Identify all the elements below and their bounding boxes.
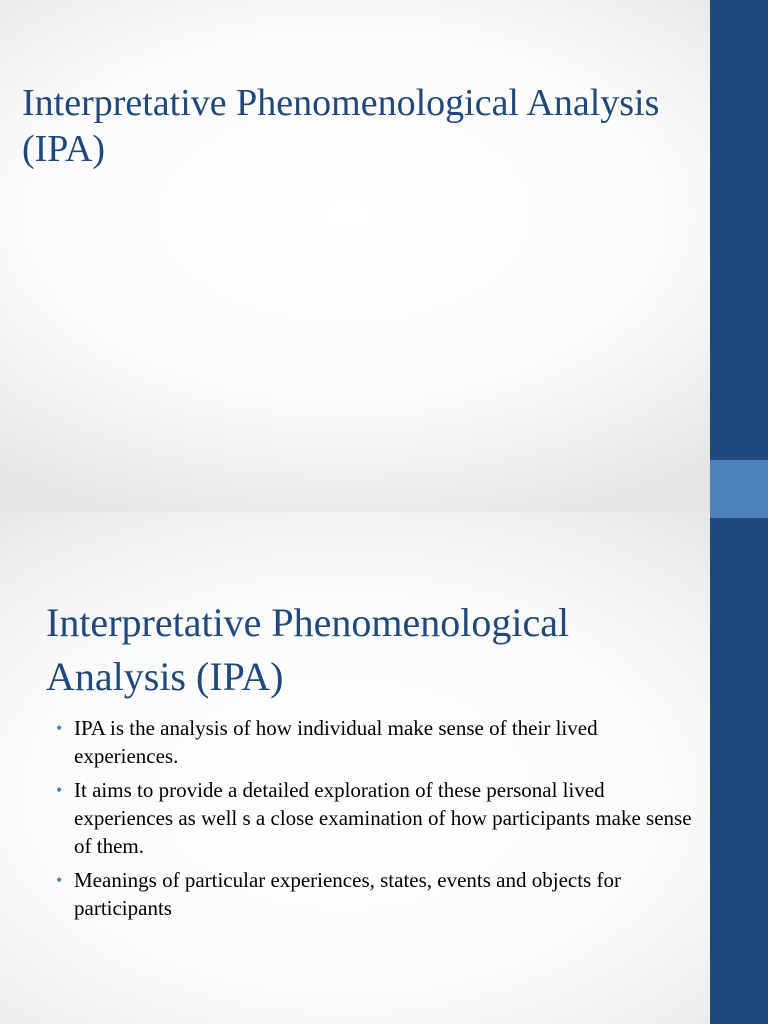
bullet-item (52, 776, 692, 860)
bullet-dot-icon: • (56, 870, 63, 890)
bullet-text: IPA is the analysis of how individual make sense of their lived experiences. (74, 716, 598, 768)
slide-1-side-bar-accent (710, 460, 768, 512)
bullet-dot-icon: • (56, 780, 63, 800)
slide-1-title: Interpretative Phenomenological Analysis (IPA) (22, 82, 660, 170)
slide-1-side-bar (710, 0, 768, 512)
bullet-text: Meanings of particular experiences, states, events and objects for participants (74, 868, 621, 920)
bullet-item (52, 714, 692, 770)
slide-2-title: Interpretative Phenomenological Analysis (IPA) (46, 600, 570, 699)
bullet-dot-icon: • (56, 718, 63, 738)
slide-2-bullet-list (52, 714, 692, 928)
slide-2 (0, 512, 768, 1024)
bullet-text: It aims to provide a detailed exploration of these personal lived experiences as well s a close examination of how participants make sense of them. (74, 778, 692, 858)
bullet-item (52, 866, 692, 922)
slide-2-side-bar-accent (710, 512, 768, 518)
slide-2-side-bar (710, 512, 768, 1024)
